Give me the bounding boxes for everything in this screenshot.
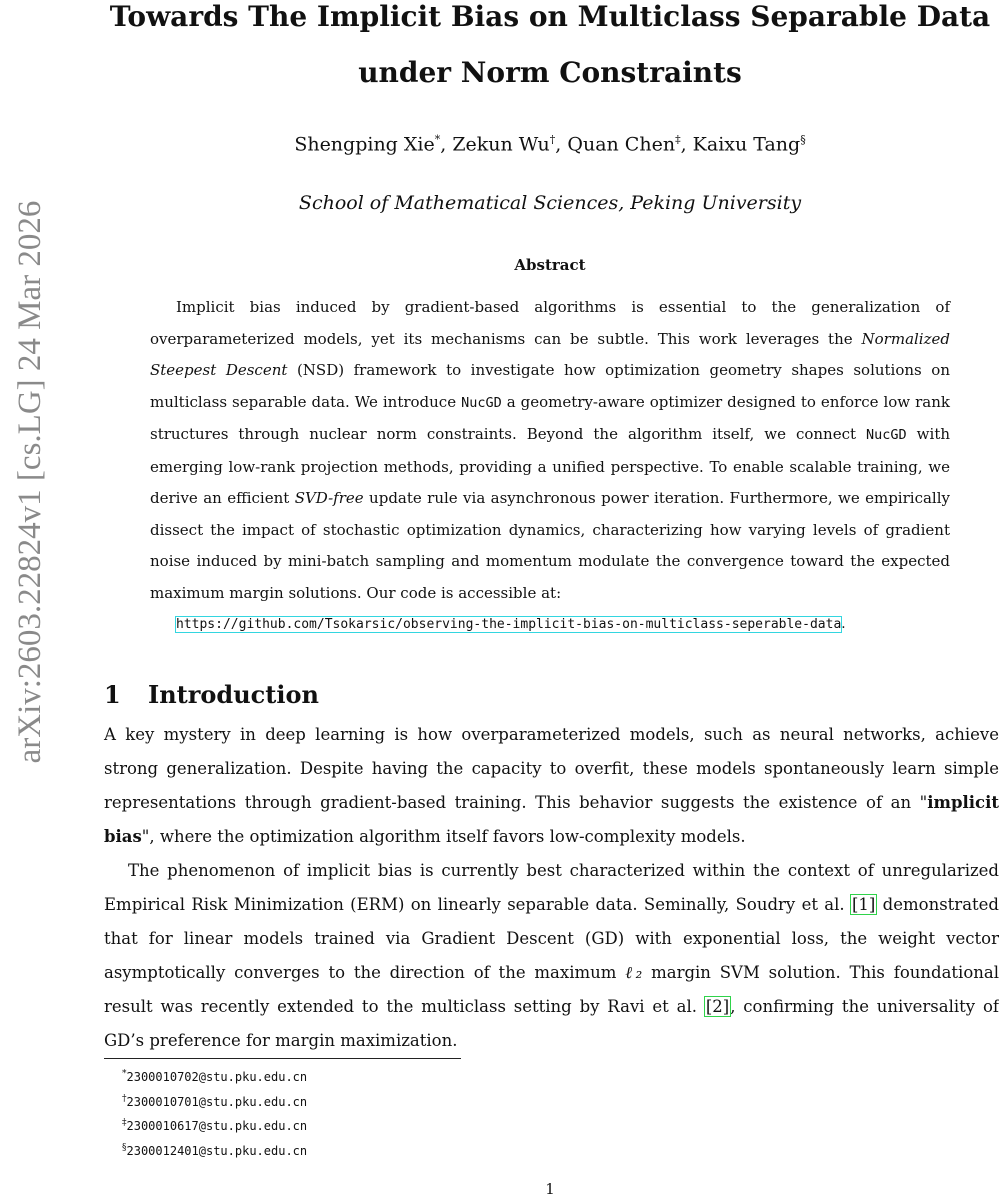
footnote-email: 2300012401@stu.pku.edu.cn bbox=[126, 1143, 308, 1158]
abstract-text: (NSD) framework to investigate how optimization geometry shapes solutions on multiclass separable data. We introduce bbox=[150, 361, 950, 411]
algorithm-name: NucGD bbox=[461, 394, 502, 411]
paper-title-line-1: Towards The Implicit Bias on Multiclass Separable Data bbox=[109, 0, 991, 33]
page-number: 1 bbox=[545, 1180, 555, 1198]
section-title: Introduction bbox=[148, 680, 319, 709]
abstract-term-nsd: Normalized Steepest Descent bbox=[150, 329, 950, 379]
footnote-divider bbox=[104, 1058, 461, 1059]
intro-text: A key mystery in deep learning is how overparameterized models, such as neural networks, achieve strong generalization. Despite having the capacity to overfit, these models spontaneously learn simple representations through gradient-based training. This behavior suggests the existence of an " bbox=[104, 725, 999, 812]
code-repository-link[interactable]: https://github.com/Tsokarsic/observing-the-implicit-bias-on-multiclass-seperable-data bbox=[176, 617, 842, 632]
section-number: 1 bbox=[104, 680, 121, 709]
intro-text: The phenomenon of implicit bias is currently best characterized within the context of unregularized Empirical Risk Minimization (ERM) on linearly separable data. Seminally, Soudry et al. bbox=[104, 861, 999, 914]
math-l2-norm: ℓ₂ bbox=[625, 963, 643, 982]
author-footnote-mark[interactable]: ‡ bbox=[675, 133, 681, 146]
section-heading-introduction bbox=[104, 680, 319, 709]
abstract-text: update rule via asynchronous power iteration. Furthermore, we empirically dissect the impact of stochastic optimization dynamics, characterizing how varying levels of gradient noise induced by mini-batch sampling and momentum modulate the convergence toward the expected maximum margin solutions. Our code is accessible at: bbox=[150, 489, 950, 602]
affiliation: School of Mathematical Sciences, Peking University bbox=[298, 192, 802, 214]
footnote-email: 2300010702@stu.pku.edu.cn bbox=[126, 1070, 308, 1084]
footnotes bbox=[122, 1064, 307, 1162]
author-separator: , bbox=[555, 133, 568, 156]
emphasis-implicit-bias: implicit bias bbox=[104, 793, 999, 846]
arxiv-sidebar-stamp: arXiv:2603.22824v1 [cs.LG] 24 Mar 2026 bbox=[12, 200, 48, 764]
citation-link-1[interactable]: [1] bbox=[851, 895, 876, 914]
author-footnote-mark[interactable]: § bbox=[800, 133, 806, 146]
url-period: . bbox=[841, 616, 846, 632]
footnote-item bbox=[122, 1064, 307, 1089]
author-separator: , bbox=[680, 133, 693, 156]
footnote-email: 2300010701@stu.pku.edu.cn bbox=[126, 1094, 308, 1109]
footnote-item bbox=[122, 1113, 307, 1138]
intro-paragraph-1 bbox=[104, 718, 999, 854]
footnote-mark: § bbox=[122, 1142, 127, 1153]
author-name: Kaixu Tang bbox=[692, 133, 801, 156]
author-name: Quan Chen bbox=[567, 133, 676, 156]
footnote-item bbox=[122, 1089, 307, 1114]
author-list bbox=[100, 133, 999, 155]
author-separator: , bbox=[440, 133, 453, 156]
introduction-body bbox=[104, 718, 999, 1058]
intro-text: ", where the optimization algorithm itself favors low-complexity models. bbox=[141, 827, 746, 846]
footnote-item bbox=[122, 1138, 307, 1163]
paper-title-line-2: under Norm Constraints bbox=[358, 56, 742, 89]
footnote-mark: * bbox=[122, 1069, 127, 1079]
abstract-text: with emerging low-rank projection methods, providing a unified perspective. To enable scalable training, we derive an efficient bbox=[150, 425, 951, 507]
footnote-mark: † bbox=[122, 1093, 127, 1104]
abstract-text: Implicit bias induced by gradient-based algorithms is essential to the generalization of overparameterized models, yet its mechanisms can be subtle. This work leverages the bbox=[150, 298, 950, 348]
intro-text: , confirming the universality of GD’s preference for margin maximization. bbox=[104, 997, 999, 1050]
author-footnote-mark[interactable]: * bbox=[434, 133, 441, 146]
abstract-heading: Abstract bbox=[514, 256, 586, 274]
footnote-email: 2300010617@stu.pku.edu.cn bbox=[126, 1119, 308, 1133]
author-name: Zekun Wu bbox=[452, 133, 550, 156]
intro-paragraph-2 bbox=[104, 854, 999, 1058]
author-footnote-mark[interactable]: † bbox=[549, 133, 556, 146]
abstract-body bbox=[150, 292, 950, 641]
algorithm-name: NucGD bbox=[866, 427, 907, 443]
abstract-text: a geometry-aware optimizer designed to enforce low rank structures through nuclear norm constraints. Beyond the algorithm itself, we connect bbox=[150, 392, 950, 443]
abstract-paragraph bbox=[150, 292, 950, 609]
citation-link-2[interactable]: [2] bbox=[705, 997, 730, 1016]
abstract-term-svd-free: SVD-free bbox=[294, 489, 364, 507]
code-url-line bbox=[150, 609, 950, 641]
intro-text: demonstrated that for linear models trained via Gradient Descent (GD) with exponential loss, the weight vector asymptotically converges to the direction of the maximum bbox=[104, 895, 999, 982]
author-name: Shengping Xie bbox=[294, 133, 435, 156]
footnote-mark: ‡ bbox=[122, 1118, 127, 1128]
intro-text: margin SVM solution. This foundational result was recently extended to the multiclass setting by Ravi et al. bbox=[104, 963, 999, 1016]
